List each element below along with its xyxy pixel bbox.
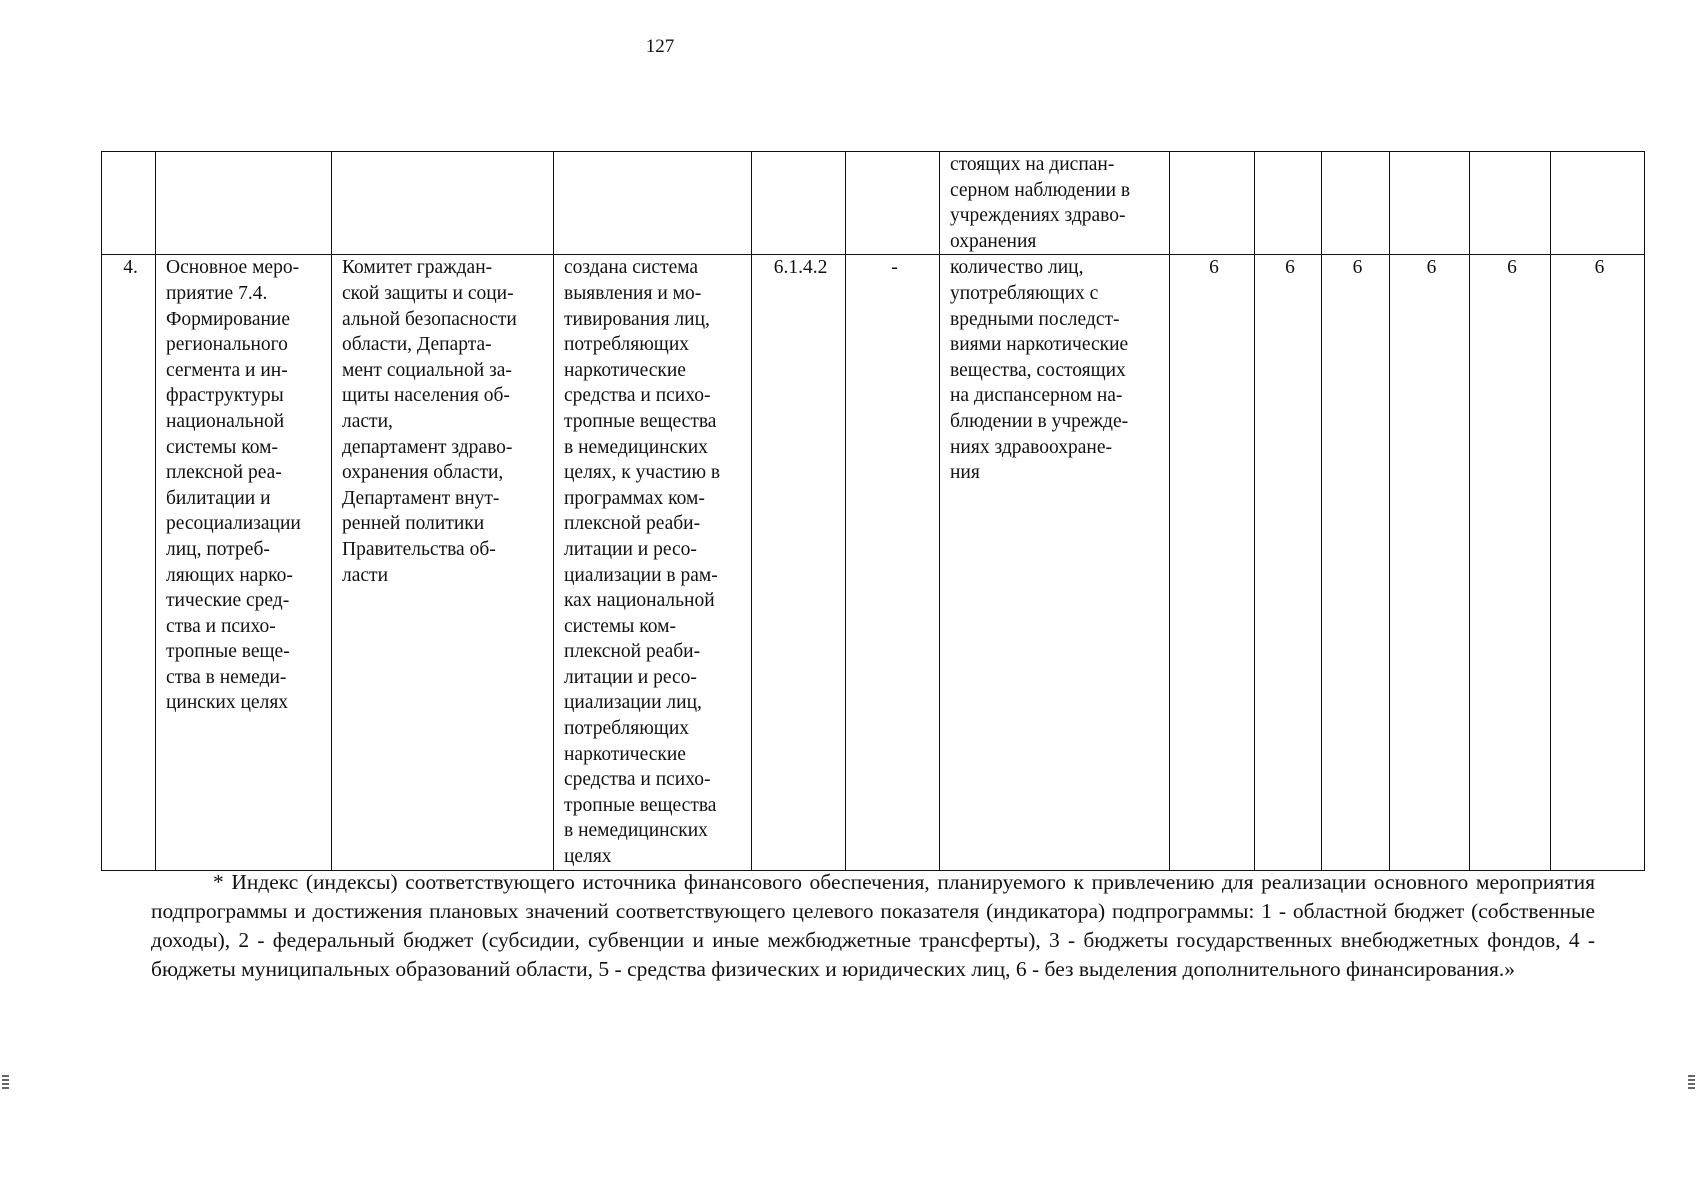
value-cell: 6 — [1390, 255, 1470, 870]
cell-empty — [1470, 152, 1551, 255]
scan-edge-mark-right — [1688, 1075, 1695, 1091]
scan-edge-mark-left — [2, 1075, 9, 1091]
cell-empty — [332, 152, 554, 255]
table-row-continuation — [102, 152, 1645, 255]
cell-empty — [1255, 152, 1322, 255]
cell-empty — [156, 152, 332, 255]
page-number: 127 — [645, 36, 675, 57]
source-cell: - — [846, 255, 940, 870]
footnote: * Индекс (индексы) соответствующего источника финансового обеспечения, планируемого к привлечению для реализации основного мероприятия подпрограммы и достижения плановых значений соответствующего целевого показателя (индикатора) подпрограммы: 1 - областной бюджет (собственные доходы), 2 - федеральный бюджет (субсидии, субвенции и иные межбюджетные трансферты), 3 - бюджеты государственных внебюджетных фондов, 4 - бюджеты муниципальных образований области, 5 - средства физических и юридических лиц, 6 - без выделения дополнительного финансирования.» — [151, 870, 1595, 981]
value-cell: 6 — [1470, 255, 1551, 870]
value-cell: 6 — [1255, 255, 1322, 870]
value-cell: 6 — [1551, 255, 1645, 870]
executor-cell: Комитет граждан- ской защиты и соци- альной безопасности области, Департа- мент социальной за- щиты населения об- ласти, департамент здраво- охранения области, Департамент внут- ренней политики Правительства об- ласти — [332, 255, 554, 870]
cell-empty — [1390, 152, 1470, 255]
table-row — [102, 255, 1645, 870]
event-cell: Основное меро- приятие 7.4. Формирование регионального сегмента и ин- фраструктуры национальной системы ком- плексной реа- билитации и ресоциализации лиц, потреб- ляющих нарко- тические сред- ства и психо- тропные веще- ства в немеди- цинских целях — [156, 255, 332, 870]
value-cell: 6 — [1170, 255, 1255, 870]
indicator-cell: количество лиц, употребляющих с вредными последст- виями наркотические вещества, состоящих на диспансерном на- блюдении в учрежде- ниях здравоохране- ния — [940, 255, 1170, 870]
row-number-cell: 4. — [102, 255, 156, 870]
result-cell: создана система выявления и мо- тивирования лиц, потребляющих наркотические средства и психо- тропные вещества в немедицинских целях, к участию в программах ком- плексной реаби- литации и ресо- циализации в рам- ках национальной системы ком- плексной реаби- литации и ресо- циализации лиц, потребляющих наркотические средства и психо- тропные вещества в немедицинских целях — [554, 255, 752, 870]
program-table — [101, 151, 1645, 871]
cell-empty — [1170, 152, 1255, 255]
value-cell: 6 — [1322, 255, 1390, 870]
cell-empty — [554, 152, 752, 255]
cell-empty — [1551, 152, 1645, 255]
indicator-tail-cell: стоящих на диспан- серном наблюдении в учреждениях здраво- охранения — [940, 152, 1170, 255]
cell-empty — [1322, 152, 1390, 255]
cell-empty — [846, 152, 940, 255]
code-cell: 6.1.4.2 — [752, 255, 846, 870]
cell-empty — [102, 152, 156, 255]
cell-empty — [752, 152, 846, 255]
